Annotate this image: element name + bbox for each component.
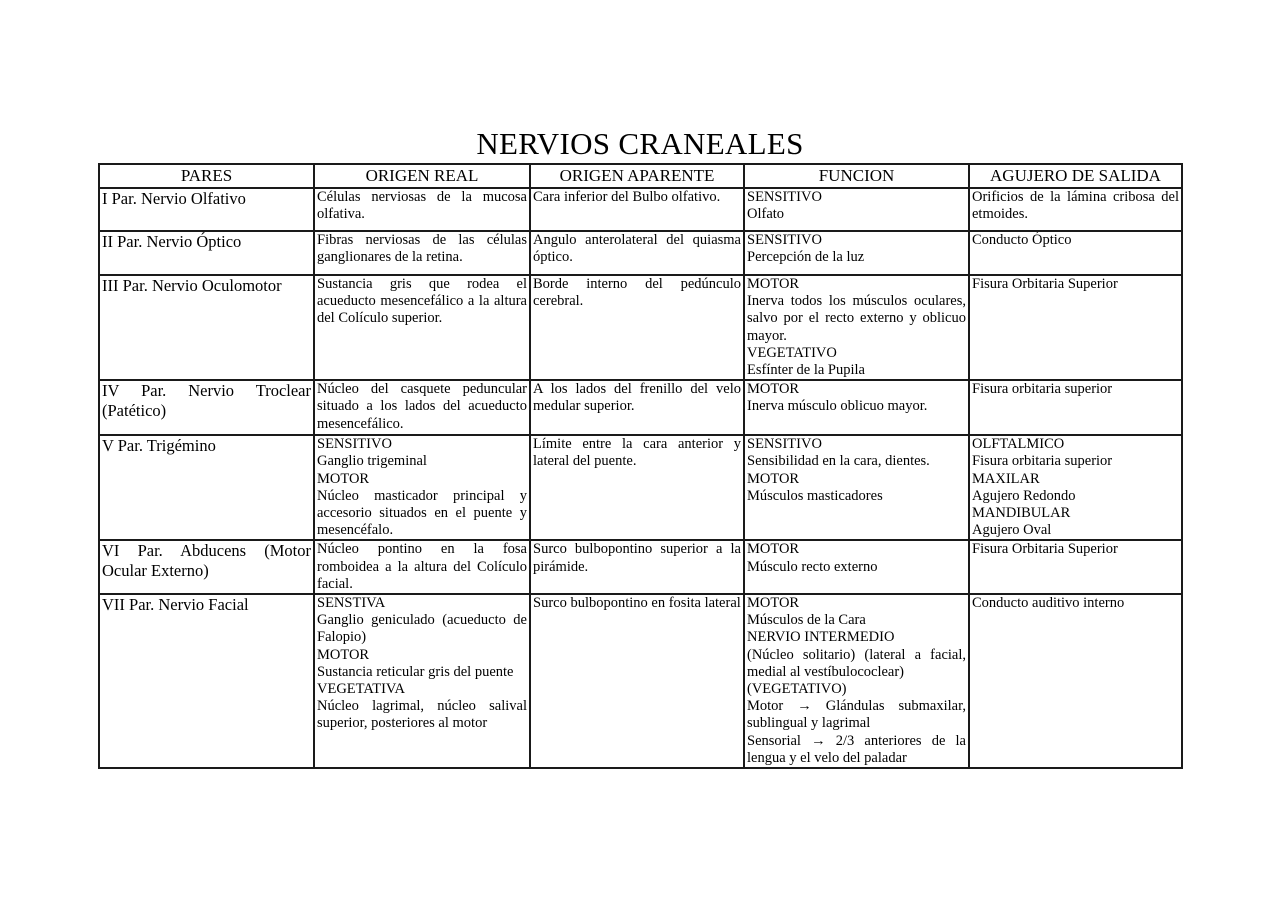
cell-line: SENSITIVO (747, 436, 822, 453)
cell-line: Orificios de la lámina cribosa del etmoides. (972, 189, 1179, 223)
cell-line: MOTOR (747, 595, 800, 612)
cranial-nerves-table (98, 163, 1183, 769)
cell-line: VEGETATIVA (317, 681, 405, 698)
cell-origen-real (314, 435, 530, 540)
cell-agujero (969, 231, 1182, 275)
cell-par: VII Par. Nervio Facial (99, 594, 314, 768)
cell-line: Inerva todos los músculos oculares, salvo por el recto externo y oblicuo mayor. (747, 293, 966, 344)
cell-agujero (969, 188, 1182, 231)
cell-line: Núcleo del casquete peduncular situado a los lados del acueducto mesencefálico. (317, 381, 527, 432)
cell-line: MANDIBULAR (972, 505, 1071, 522)
cell-line: MOTOR (317, 646, 370, 663)
cell-line: Músculos masticadores (747, 487, 883, 504)
cell-origen-real (314, 275, 530, 380)
cell-line: Ganglio trigeminal (317, 453, 427, 470)
cell-line: (Núcleo solitario) (lateral a facial, medial al vestíbulococlear) (747, 646, 966, 680)
cell-line: Agujero Redondo (972, 487, 1076, 504)
cell-origen-real (314, 188, 530, 231)
cell-agujero (969, 275, 1182, 380)
cell-line: Núcleo pontino en la fosa romboidea a la altura del Colículo facial. (317, 541, 527, 592)
cell-line: SENSTIVA (317, 595, 386, 612)
cell-line: Fisura orbitaria superior (972, 381, 1113, 398)
cell-line: Sensibilidad en la cara, dientes. (747, 453, 930, 470)
cell-line: NERVIO INTERMEDIO (747, 629, 895, 646)
cell-par: II Par. Nervio Óptico (99, 231, 314, 275)
cell-line: VEGETATIVO (747, 344, 837, 361)
cell-par: IV Par. Nervio Troclear (Patético) (99, 380, 314, 435)
cell-line: SENSITIVO (747, 232, 822, 248)
cell-origen-aparente: Borde interno del pedúnculo cerebral. (530, 275, 744, 380)
cell-line: Conducto Óptico (972, 232, 1072, 248)
cell-par: VI Par. Abducens (Motor Ocular Externo) (99, 540, 314, 594)
cell-line: Inerva músculo oblicuo mayor. (747, 398, 928, 415)
cell-line: SENSITIVO (747, 189, 822, 205)
header-funcion: FUNCION (744, 164, 969, 188)
cell-line: Fisura Orbitaria Superior (972, 276, 1118, 292)
cell-funcion (744, 231, 969, 275)
cell-line: Células nerviosas de la mucosa olfativa. (317, 189, 527, 223)
cell-par: III Par. Nervio Oculomotor (99, 275, 314, 380)
cell-line: MOTOR (747, 541, 800, 558)
cell-line: Fisura Orbitaria Superior (972, 541, 1118, 558)
cell-agujero (969, 594, 1182, 768)
cell-line: Esfínter de la Pupila (747, 362, 865, 379)
header-origen-aparente: ORIGEN APARENTE (530, 164, 744, 188)
cell-line: Sustancia reticular gris del puente (317, 663, 514, 680)
cell-origen-real (314, 380, 530, 435)
cell-line: Olfato (747, 206, 785, 223)
cell-origen-aparente: Surco bulbopontino superior a la pirámide. (530, 540, 744, 594)
cell-line: Núcleo lagrimal, núcleo salival superior, posteriores al motor (317, 698, 527, 732)
cell-line: Motor → Glándulas submaxilar, sublingual y lagrimal (747, 698, 966, 732)
cell-funcion (744, 275, 969, 380)
table-row (99, 540, 1182, 594)
cell-line: Músculos de la Cara (747, 612, 866, 629)
cell-line: MOTOR (747, 381, 800, 398)
table-row (99, 594, 1182, 768)
cell-origen-aparente: Surco bulbopontino en fosita lateral (530, 594, 744, 768)
cell-line: (VEGETATIVO) (747, 681, 847, 698)
cell-line: Músculo recto externo (747, 558, 878, 575)
cell-line: MOTOR (747, 470, 800, 487)
cell-origen-real (314, 231, 530, 275)
cell-par: I Par. Nervio Olfativo (99, 188, 314, 231)
cell-line: Conducto auditivo interno (972, 595, 1125, 612)
cell-par: V Par. Trigémino (99, 435, 314, 540)
cell-funcion (744, 188, 969, 231)
cell-line: Sensorial → 2/3 anteriores de la lengua y el velo del paladar (747, 732, 966, 766)
cell-origen-aparente: Límite entre la cara anterior y lateral del puente. (530, 435, 744, 540)
cell-funcion (744, 435, 969, 540)
cell-agujero (969, 435, 1182, 540)
cell-funcion (744, 594, 969, 768)
header-origen-real: ORIGEN REAL (314, 164, 530, 188)
cell-line: OLFTALMICO (972, 436, 1065, 453)
cell-line: Ganglio geniculado (acueducto de Falopio) (317, 612, 527, 646)
table-row (99, 435, 1182, 540)
cell-line: Sustancia gris que rodea el acueducto mesencefálico a la altura del Colículo superior. (317, 276, 527, 327)
cell-agujero (969, 540, 1182, 594)
table-row (99, 380, 1182, 435)
cell-line: MAXILAR (972, 470, 1040, 487)
header-agujero-de-salida: AGUJERO DE SALIDA (969, 164, 1182, 188)
cell-line: SENSITIVO (317, 436, 392, 453)
table-header-row (99, 164, 1182, 188)
cell-funcion (744, 540, 969, 594)
table-row (99, 231, 1182, 275)
cell-origen-aparente: A los lados del frenillo del velo medular superior. (530, 380, 744, 435)
cell-line: Núcleo masticador principal y accesorio situados en el puente y mesencéfalo. (317, 487, 527, 539)
table-row (99, 275, 1182, 380)
header-pares: PARES (99, 164, 314, 188)
cell-line: MOTOR (747, 276, 800, 292)
cell-origen-real (314, 594, 530, 768)
cell-agujero (969, 380, 1182, 435)
cell-origen-aparente: Cara inferior del Bulbo olfativo. (530, 188, 744, 231)
cell-line: Percepción de la luz (747, 249, 865, 266)
cell-line: Agujero Oval (972, 522, 1052, 539)
cell-line: Fisura orbitaria superior (972, 453, 1113, 470)
cell-origen-real (314, 540, 530, 594)
page-title: NERVIOS CRANEALES (476, 126, 804, 161)
cell-line: Fibras nerviosas de las células ganglionares de la retina. (317, 232, 527, 266)
table-row (99, 188, 1182, 231)
cell-origen-aparente: Angulo anterolateral del quiasma óptico. (530, 231, 744, 275)
cell-funcion (744, 380, 969, 435)
cell-line: MOTOR (317, 470, 370, 487)
